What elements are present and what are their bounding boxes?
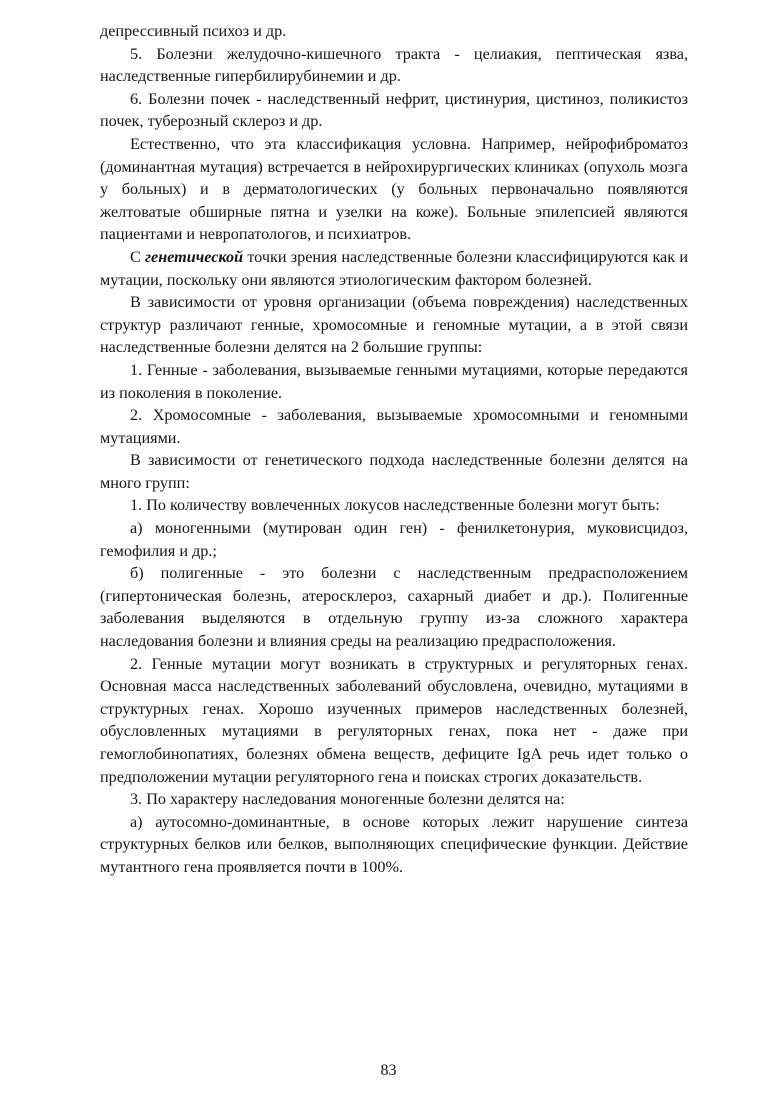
paragraph-genetic-view <box>100 246 688 291</box>
paragraph-kidney-diseases: 6. Болезни почек - наследственный нефрит, цистинурия, цистиноз, поликистоз почек, туберозный склероз и др. <box>100 89 688 131</box>
paragraph-gi-diseases: 5. Болезни желудочно-кишечного тракта - целиакия, пептическая язва, наследственные гипербилирубинемии и др. <box>100 44 688 86</box>
paragraph-genetic-view-text: точки зрения наследственные болезни классифицируются как и мутации, поскольку они являются этиологическим фактором болезней. <box>100 247 688 289</box>
page-number: 83 <box>380 1062 397 1079</box>
list-item-autosomal-dominant: а) аутосомно-доминантные, в основе которых лежит нарушение синтеза структурных белков или белков, выполняющих специфические функции. Действие мутантного гена проявляется почти в 100%. <box>100 812 688 876</box>
list-item-loci-count: 1. По количеству вовлеченных локусов наследственные болезни могут быть: <box>130 496 660 515</box>
paragraph-organization-level: В зависимости от уровня организации (объема повреждения) наследственных структур различают генные, хромосомные и геномные мутации, а в этой связи наследственные болезни делятся на 2 большие группы: <box>100 293 688 357</box>
list-item-chromosomal-diseases: 2. Хромосомные - заболевания, вызываемые хромосомными и геномными мутациями. <box>100 406 688 447</box>
list-item-monogenic: а) моногенными (мутирован один ген) - фенилкетонурия, муковисцидоз, гемофилия и др.; <box>100 519 688 560</box>
document-page <box>100 20 688 879</box>
paragraph-genetic-view-pre: С <box>130 247 141 266</box>
emphasis-genetic: генетической <box>145 247 244 266</box>
paragraph-genetic-approach: В зависимости от генетического подхода наследственные болезни делятся на много групп: <box>100 451 688 492</box>
list-item-gene-diseases: 1. Генные - заболевания, вызываемые генными мутациями, которые передаются из поколения в поколение. <box>100 360 688 402</box>
list-item-polygenic: б) полигенные - это болезни с наследственным предрасположением (гипертоническая болезнь, атеросклероз, сахарный диабет и др.). Полигенные заболевания выделяются в отдельную группу из-за сложного характера наследования болезни и влияния среды на реализацию предрасположения. <box>100 564 688 651</box>
list-item-inheritance-type: 3. По характеру наследования моногенные болезни делятся на: <box>130 790 565 809</box>
list-item-gene-mutations: 2. Генные мутации могут возникать в структурных и регуляторных генах. Основная масса наследственных заболеваний обусловлена, очевидно, мутациями в структурных генах. Хорошо изученных примеров наследственных болезней, обусловленных мутациями в регуляторных генах, пока нет - даже при гемоглобинопатиях, болезнях обмена веществ, дефиците IgA речь идет только о предположении мутации регуляторного гена и поисках строгих доказательств. <box>100 654 688 786</box>
paragraph-classification-conditional: Естественно, что эта классификация условна. Например, нейрофиброматоз (доминантная мутация) встречается в нейрохирургических клиниках (опухоль мозга у больных) и в дерматологических (у больных первоначально появляются желтоватые обширные пятна и узелки на коже). Больные эпилепсией являются пациентами и невропатологов, и психиатров. <box>100 134 688 244</box>
paragraph-continuation: депрессивный психоз и др. <box>100 22 287 40</box>
